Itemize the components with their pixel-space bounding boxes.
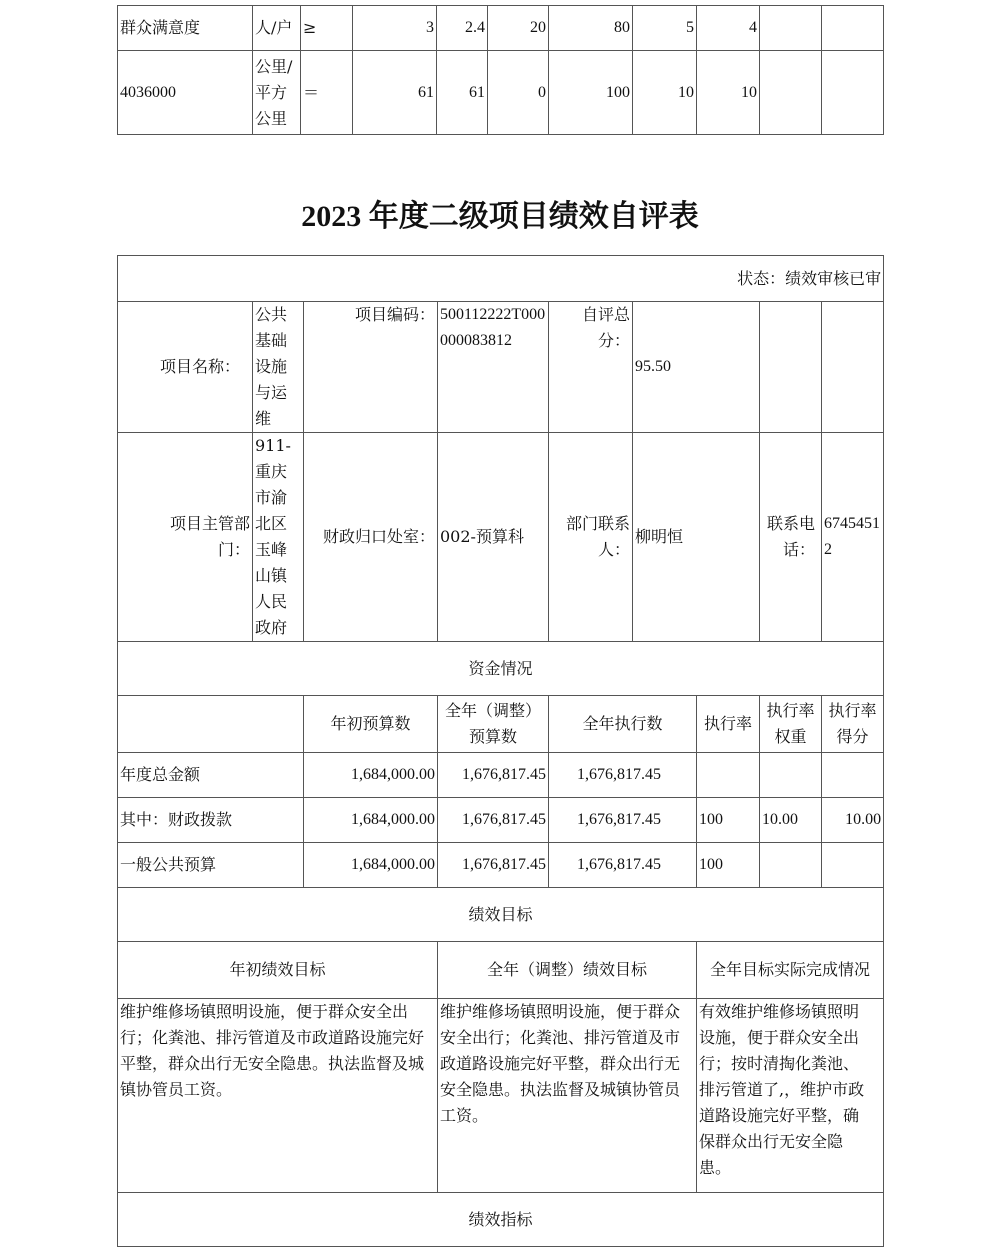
funds-header: 全年执行数 <box>549 696 697 753</box>
funds-value: 1,684,000.00 <box>304 798 438 843</box>
funds-value <box>760 843 822 888</box>
empty-cell <box>822 302 884 433</box>
goals-section-title: 绩效目标 <box>118 888 884 942</box>
indicator-value: 4 <box>697 6 760 51</box>
table-row <box>118 798 884 843</box>
indicator-value: 80 <box>549 6 633 51</box>
funds-value <box>697 753 760 798</box>
indicator-value: 0 <box>488 51 549 135</box>
table-row <box>118 999 884 1193</box>
indicator-value: 20 <box>488 6 549 51</box>
funds-value: 1,676,817.45 <box>438 843 549 888</box>
finance: 002-预算科 <box>438 433 549 642</box>
funds-value <box>822 753 884 798</box>
funds-row-label: 其中：财政拨款 <box>118 798 304 843</box>
indicator-value: 3 <box>353 6 437 51</box>
self-score: 95.50 <box>633 302 760 433</box>
funds-value: 100 <box>697 798 760 843</box>
table-row <box>118 942 884 999</box>
indicators-section-title: 绩效指标 <box>118 1193 884 1247</box>
table-row <box>118 6 884 51</box>
page-title: 2023 年度二级项目绩效自评表 <box>301 200 699 233</box>
indicator-operator: ≥ <box>301 6 353 51</box>
indicator-value: 61 <box>353 51 437 135</box>
empty-header-cell <box>118 696 304 753</box>
funds-value: 1,676,817.45 <box>438 798 549 843</box>
top-indicator-table <box>117 5 884 135</box>
phone-label: 联系电话： <box>760 433 822 642</box>
dept: 911-重庆市渝北区玉峰山镇人民政府 <box>253 433 304 642</box>
contact-label: 部门联系人： <box>549 433 633 642</box>
funds-value: 1,684,000.00 <box>304 843 438 888</box>
project-name-label: 项目名称： <box>118 302 253 433</box>
phone: 67454512 <box>822 433 884 642</box>
funds-value: 10.00 <box>822 798 884 843</box>
funds-header: 执行率权重 <box>760 696 822 753</box>
funds-section-title: 资金情况 <box>118 642 884 696</box>
goal-adjusted: 维护维修场镇照明设施，便于群众安全出行；化粪池、排污管道及市政道路设施完好平整，群众出行无安全隐患。执法监督及城镇协管员工资。 <box>438 999 697 1193</box>
empty-cell <box>760 302 822 433</box>
table-row <box>118 433 884 642</box>
indicator-value <box>760 51 822 135</box>
table-row <box>118 1193 884 1247</box>
self-score-label: 自评总分： <box>549 302 633 433</box>
funds-value: 10.00 <box>760 798 822 843</box>
table-row <box>118 642 884 696</box>
indicator-name: 群众满意度 <box>118 6 253 51</box>
goals-header: 全年目标实际完成情况 <box>697 942 884 999</box>
funds-value: 1,676,817.45 <box>549 843 697 888</box>
funds-value: 1,676,817.45 <box>549 798 697 843</box>
status-text: 状态：绩效审核已审 <box>118 256 884 302</box>
dept-label: 项目主管部门： <box>118 433 253 642</box>
indicator-value <box>822 51 884 135</box>
indicator-value: 2.4 <box>437 6 488 51</box>
indicator-value: 61 <box>437 51 488 135</box>
funds-value <box>760 753 822 798</box>
table-row <box>118 256 884 302</box>
indicator-operator: ＝ <box>301 51 353 135</box>
indicator-unit: 人/户 <box>253 6 301 51</box>
table-row <box>118 51 884 135</box>
table-row <box>118 888 884 942</box>
table-row <box>118 696 884 753</box>
indicator-value: 5 <box>633 6 697 51</box>
goal-initial: 维护维修场镇照明设施，便于群众安全出行；化粪池、排污管道及市政道路设施完好平整，群众出行无安全隐患。执法监督及城镇协管员工资。 <box>118 999 438 1193</box>
funds-value: 1,676,817.45 <box>549 753 697 798</box>
goals-header: 年初绩效目标 <box>118 942 438 999</box>
funds-row-label: 一般公共预算 <box>118 843 304 888</box>
goals-header: 全年（调整）绩效目标 <box>438 942 697 999</box>
table-row <box>118 753 884 798</box>
table-row <box>118 302 884 433</box>
indicator-value: 100 <box>549 51 633 135</box>
funds-value: 1,684,000.00 <box>304 753 438 798</box>
funds-row-label: 年度总金额 <box>118 753 304 798</box>
indicator-value: 10 <box>633 51 697 135</box>
indicator-name: 4036000 <box>118 51 253 135</box>
project-code: 500112222T000000083812 <box>438 302 549 433</box>
funds-header: 执行率得分 <box>822 696 884 753</box>
contact: 柳明恒 <box>633 433 760 642</box>
funds-value: 100 <box>697 843 760 888</box>
finance-label: 财政归口处室： <box>304 433 438 642</box>
indicator-value <box>822 6 884 51</box>
indicator-unit: 公里/平方公里 <box>253 51 301 135</box>
table-row <box>118 843 884 888</box>
funds-header: 全年（调整）预算数 <box>438 696 549 753</box>
evaluation-table <box>117 255 884 1247</box>
project-name: 公共基础设施与运维 <box>253 302 304 433</box>
funds-header: 执行率 <box>697 696 760 753</box>
indicator-value: 10 <box>697 51 760 135</box>
funds-value: 1,676,817.45 <box>438 753 549 798</box>
project-code-label: 项目编码： <box>304 302 438 433</box>
funds-value <box>822 843 884 888</box>
goal-actual: 有效维护维修场镇照明设施，便于群众安全出行；按时清掏化粪池、排污管道了,，维护市政道路设施完好平整，确保群众出行无安全隐患。 <box>697 999 884 1193</box>
funds-header: 年初预算数 <box>304 696 438 753</box>
indicator-value <box>760 6 822 51</box>
